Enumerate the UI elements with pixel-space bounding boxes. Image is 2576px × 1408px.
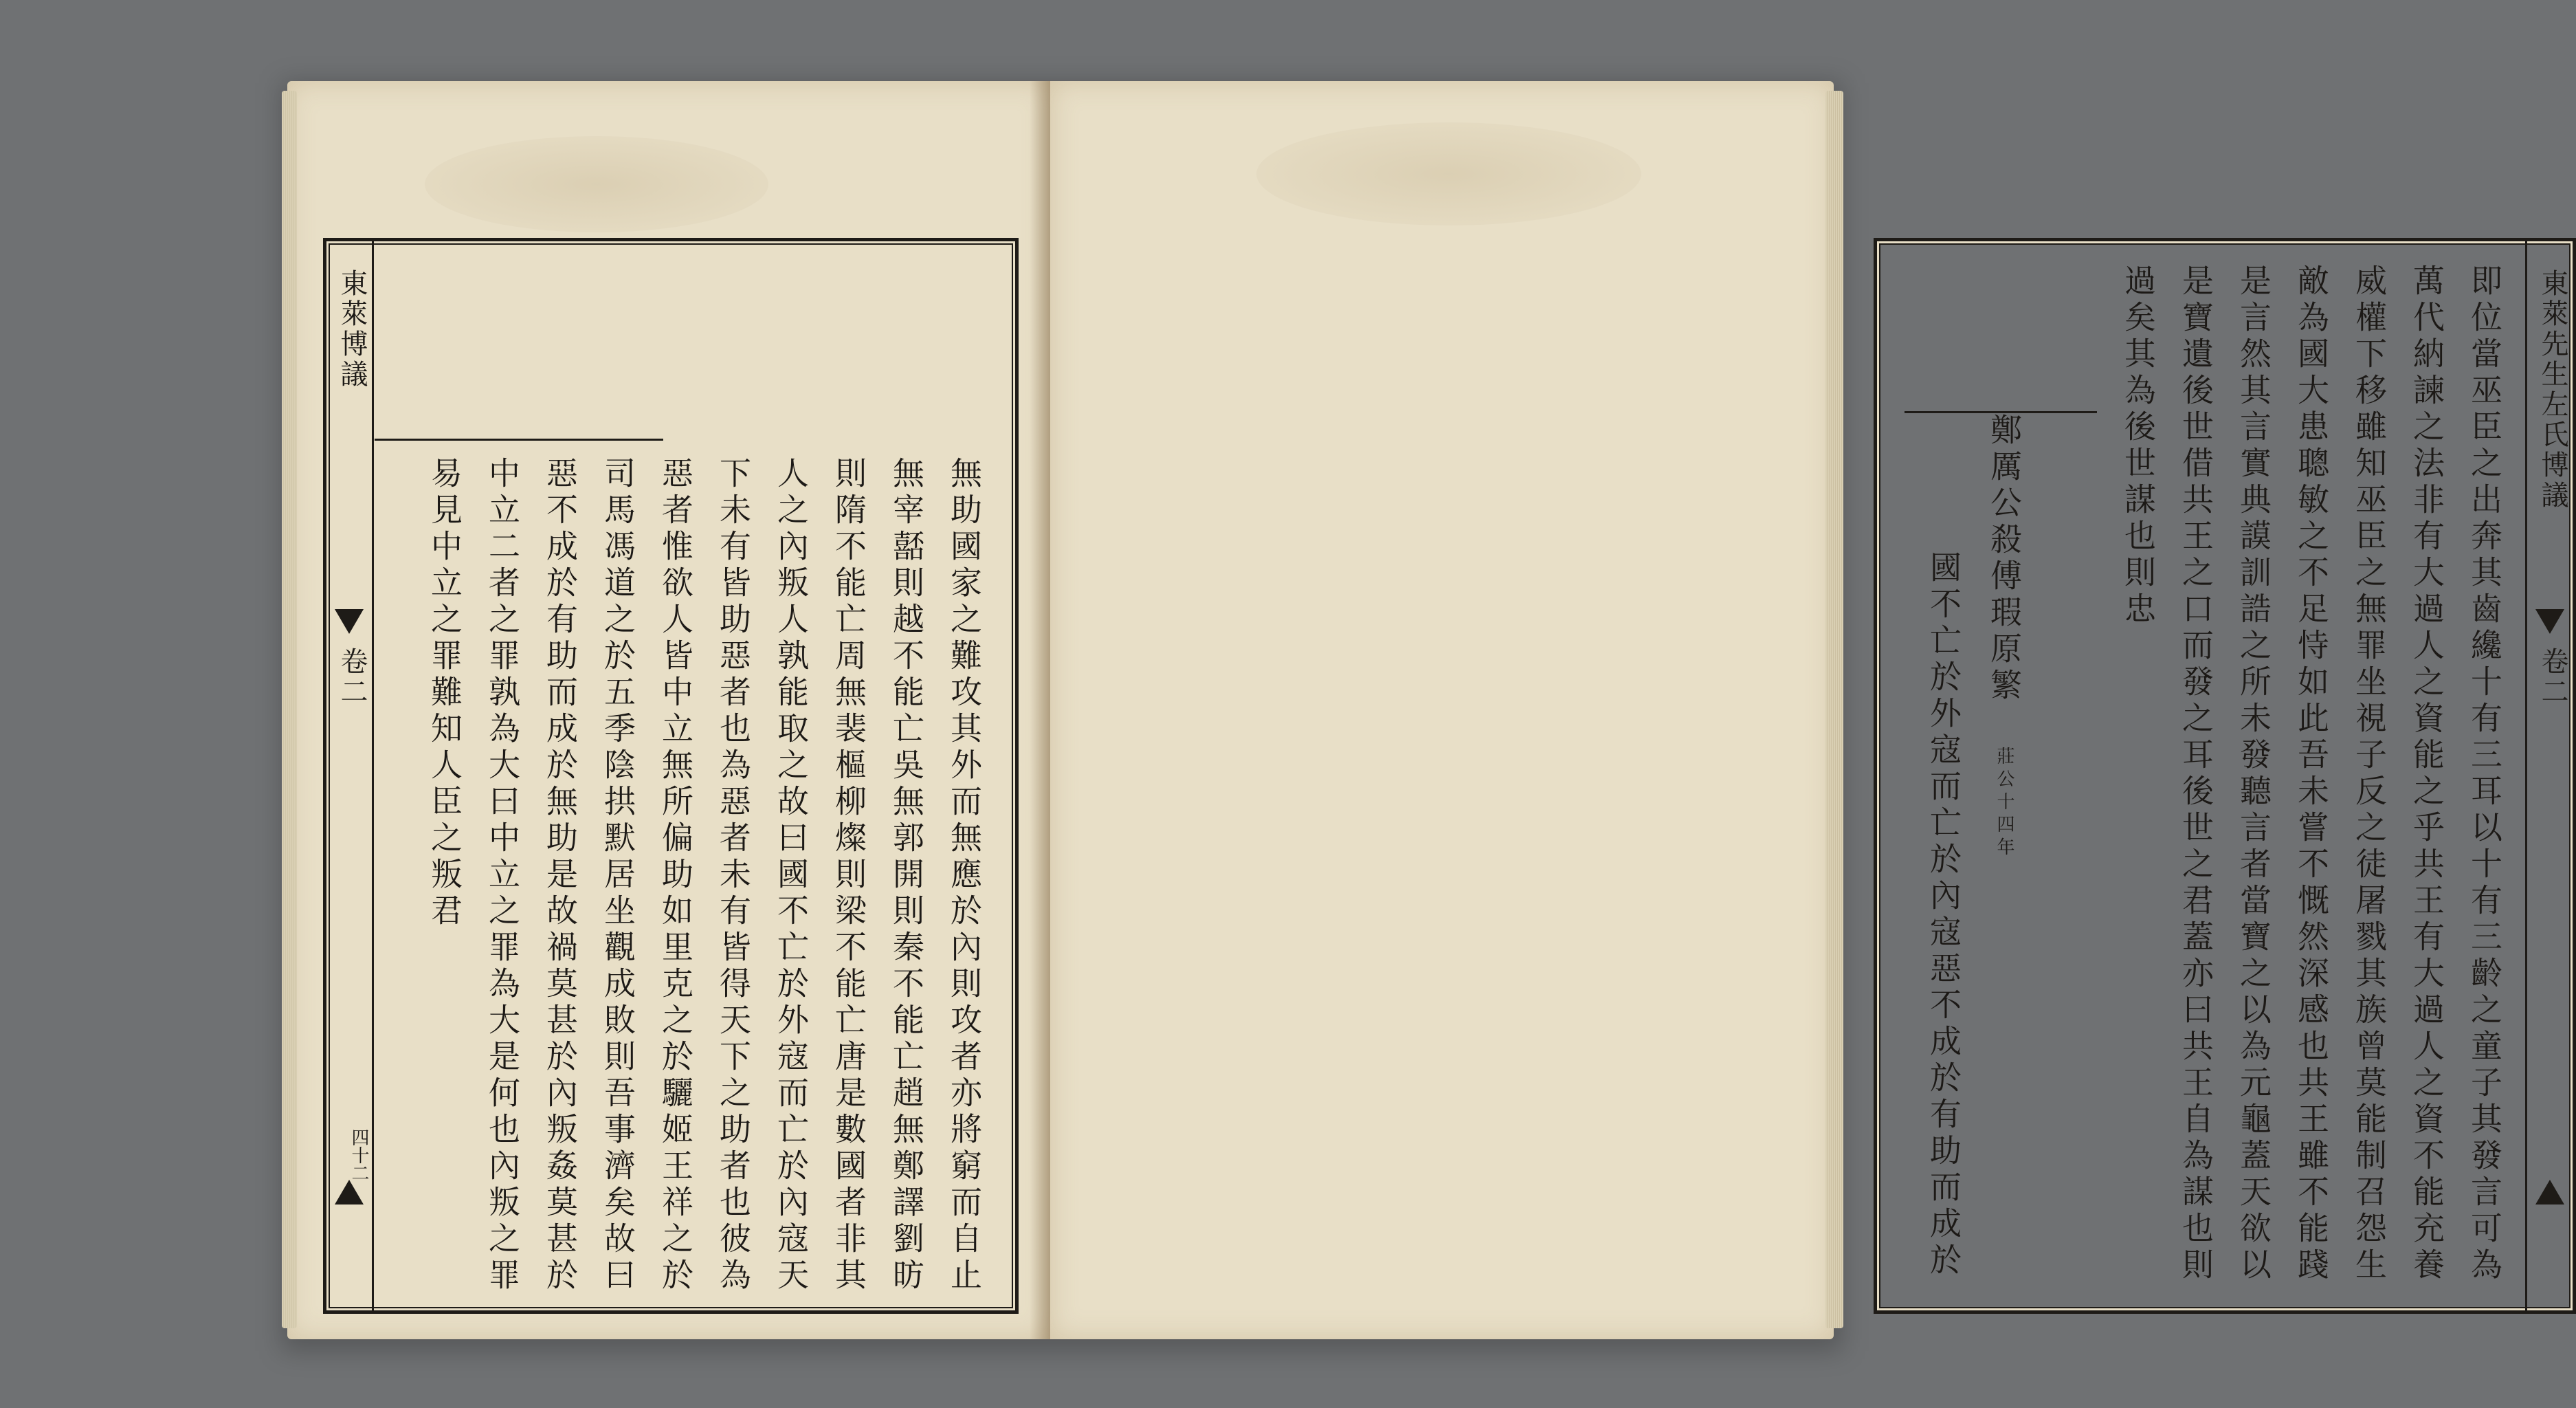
section-title: 鄭厲公殺傅瑕原繁 xyxy=(1986,413,2023,705)
right-main-text-continued: 國不亡於外寇而亡於內寇惡不成於有助而成於 xyxy=(1925,551,1962,1279)
right-main-text: 即位當巫臣之出奔其齒纔十有三耳以十有三齡之童子其發言可為萬代納諫之法非有大過人之資能之乎共王有大過人之資不能充養威權下移雖知巫臣之無罪坐視子反之徒屠戮其族曾莫能制召怨生敵為國大患聰敏之不足恃如此吾未嘗不慨然深感也共王雖不能踐是言然其言實典謨訓誥之所未發聽言者當寶之以為元龜蓋天欲以是寶遺後世借共王之口而發之耳後世之君蓋亦曰共王自為謀也則過矣其為後世謀也則忠 xyxy=(2120,264,2503,1284)
left-margin-title: 東萊博議 xyxy=(336,269,368,390)
left-headnote xyxy=(375,241,663,441)
fishtail-mark-lower-icon xyxy=(2535,1180,2564,1204)
right-page-edges xyxy=(1825,91,1843,1328)
right-headnote xyxy=(1905,241,2097,413)
fishtail-mark-icon xyxy=(2535,609,2564,634)
right-margin-strip xyxy=(2525,241,2573,1310)
right-margin-volume: 卷二 xyxy=(2537,647,2568,707)
left-margin-volume: 卷二 xyxy=(336,647,368,707)
left-folio-number: 四十二 xyxy=(348,1128,369,1182)
right-text-frame xyxy=(1874,238,2576,1314)
open-book xyxy=(287,81,2568,1339)
right-section-heading xyxy=(1965,413,2027,1300)
left-page xyxy=(287,81,1050,1339)
right-margin-title: 東萊先生左氏博議 xyxy=(2537,269,2568,511)
left-text-frame xyxy=(323,238,1019,1314)
fishtail-mark-lower-icon xyxy=(335,1180,364,1204)
paper-stain xyxy=(425,136,768,232)
paper-stain xyxy=(1256,122,1641,226)
fishtail-mark-icon xyxy=(335,609,364,634)
section-year-note: 莊公十四年 xyxy=(1994,747,2014,860)
left-page-edges xyxy=(282,91,297,1328)
left-margin-strip xyxy=(326,241,374,1310)
right-page xyxy=(1050,81,2568,1339)
left-main-text: 無助國家之難攻其外而無應於內則攻者亦將窮而自止無宰嚭則越不能亡吳無郭開則秦不能亡趙無鄭譯劉昉則隋不能亡周無裴樞柳燦則梁不能亡唐是數國者非其人之內叛人孰能取之故曰國不亡於外寇而亡於內寇天下未有皆助惡者也為惡者未有皆得天下之助者也彼為惡者惟欲人皆中立無所偏助如里克之於驪姬王祥之於司馬馮道之於五季陰拱默居坐觀成敗則吾事濟矣故曰惡不成於有助而成於無助是故禍莫甚於內叛姦莫甚於中立二者之罪孰為大曰中立之罪為大是何也內叛之罪易見中立之罪難知人臣之叛君 xyxy=(426,456,983,1295)
